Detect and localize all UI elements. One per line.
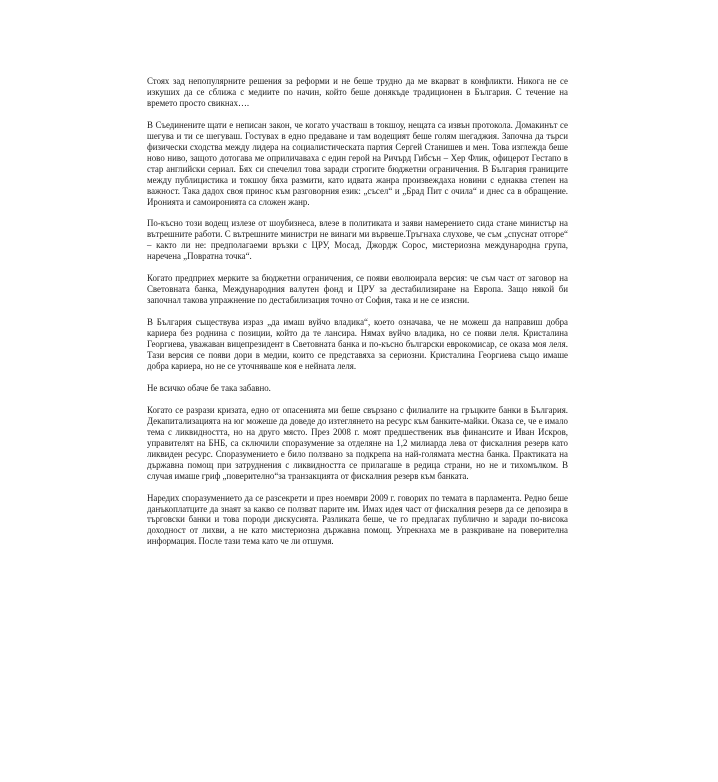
- paragraph-not-funny: Не всичко обаче бе така забавно.: [147, 382, 271, 393]
- paragraph-crisis: Когато се разрази кризата, едно от опасенията ми беше свързано с филиалите на гръцките банки в България. Декапитализацията на юг можеше да доведе до изтеглянето на ресурс към банките-майки. Оказа се, че е имало тема с ликвидността, но на друго място. През 2008 г. моят предшественик във финансите и Иван Искров, управителят на БНБ, са сключили споразумение за отделяне на 1,2 милиарда лева от фискалния резерв като ликвиден ресурс. Споразумението е било ползвано за подкрепа на най-голямата местна банка. Практиката на държавна помощ при затруднения с ликвидността се прилагаше в редица страни, но не и тихомълком. В случая имаше гриф „поверително“за транзакцията от фискалния резерв към банката.: [147, 404, 568, 481]
- document-page: [147, 76, 568, 558]
- paragraph-conspiracy: Когато предприех мерките за бюджетни ограничения, се появи еволюирала версия: че съм част от заговор на Световната банка, Международния валутен фонд и ЦРУ за дестабилизиране на Европа. Защо някой би започнал такова упражнение по дестабилизация точно от София, така и не се изясни.: [147, 273, 568, 306]
- paragraph-intro: Стоях зад непопулярните решения за реформи и не беше трудно да ме вкарват в конфликти. Никога не се изкуших да се сближа с медиите по начин, който беше донякъде традиционен в България. С течение на времето просто свикнах….: [147, 76, 568, 108]
- paragraph-talk-show: В Съединените щати е неписан закон, че когато участваш в токшоу, нещата са извън протокола. Домакинът се шегува и ти се шегуваш. Гостувах в едно предаване и там водещият беше голям шегаджия. Започна да търси физически сходства между лидера на социалистическата партия Сергей Станишев и мен. Това изглежда беше ново ниво, защото дотогава ме оприличаваха с един герой на Ричърд Гибсън – Хер Флик, офицерот Гестапо в стар английски сериал. Бях си спечелил това заради строгите бюджетни ограничения. В България границите между публицистика и токшоу бяха размити, като идвата жанра произвеждаха новини с еднаква степен на важност. Така дадох своя принос към разговорния език: „съсел“ и „Брад Пит с очила“ и днес са в обращение. Иронията и самоиронията са сложен жанр.: [147, 119, 568, 207]
- paragraph-aunt: В България съществува израз „да имаш вуйчо владика“, което означава, че не можеш да направиш добра кариера без роднина с позиции, който да те лансира. Нямах вуйчо владика, но се появи леля. Кристалина Георгиева, уважаван вицепрезидент в Световната банка и по-късно български еврокомисар, се оказа моя леля. Тази версия се появи дори в медии, които се представяха за сериозни. Кристалина Георгиева също имаше добра кариера, но не се уточняваше коя е нейната леля.: [147, 317, 568, 371]
- paragraph-declassify: Наредих споразумението да се разсекрети и през ноември 2009 г. говорих по темата в парламента. Редно беше данъкоплатците да знаят за какво се ползват парите им. Имах идея част от фискалния резерв да се депозира в търговски банки и това породи дискусията. Разликата беше, че го предлагах публично и заради по-висока доходност от лихви, а не като мистериозна държавна помощ. Упрекнаха ме в разкриване на поверителна информация. После тази тема като че ли отшумя.: [147, 492, 568, 547]
- paragraph-interior-minister: По-късно този водещ излезе от шоубизнеса, влезе в политиката и заяви намерението сида стане министър на вътрешните работи. С вътрешните министри не винаги ми вървеше.Тръгнаха слухове, че съм „спуснат отгоре“ – както ли не: предполагаеми връзки с ЦРУ, Мосад, Джордж Сорос, мистериозна международна група, наречена „Повратна точка“.: [147, 218, 568, 262]
